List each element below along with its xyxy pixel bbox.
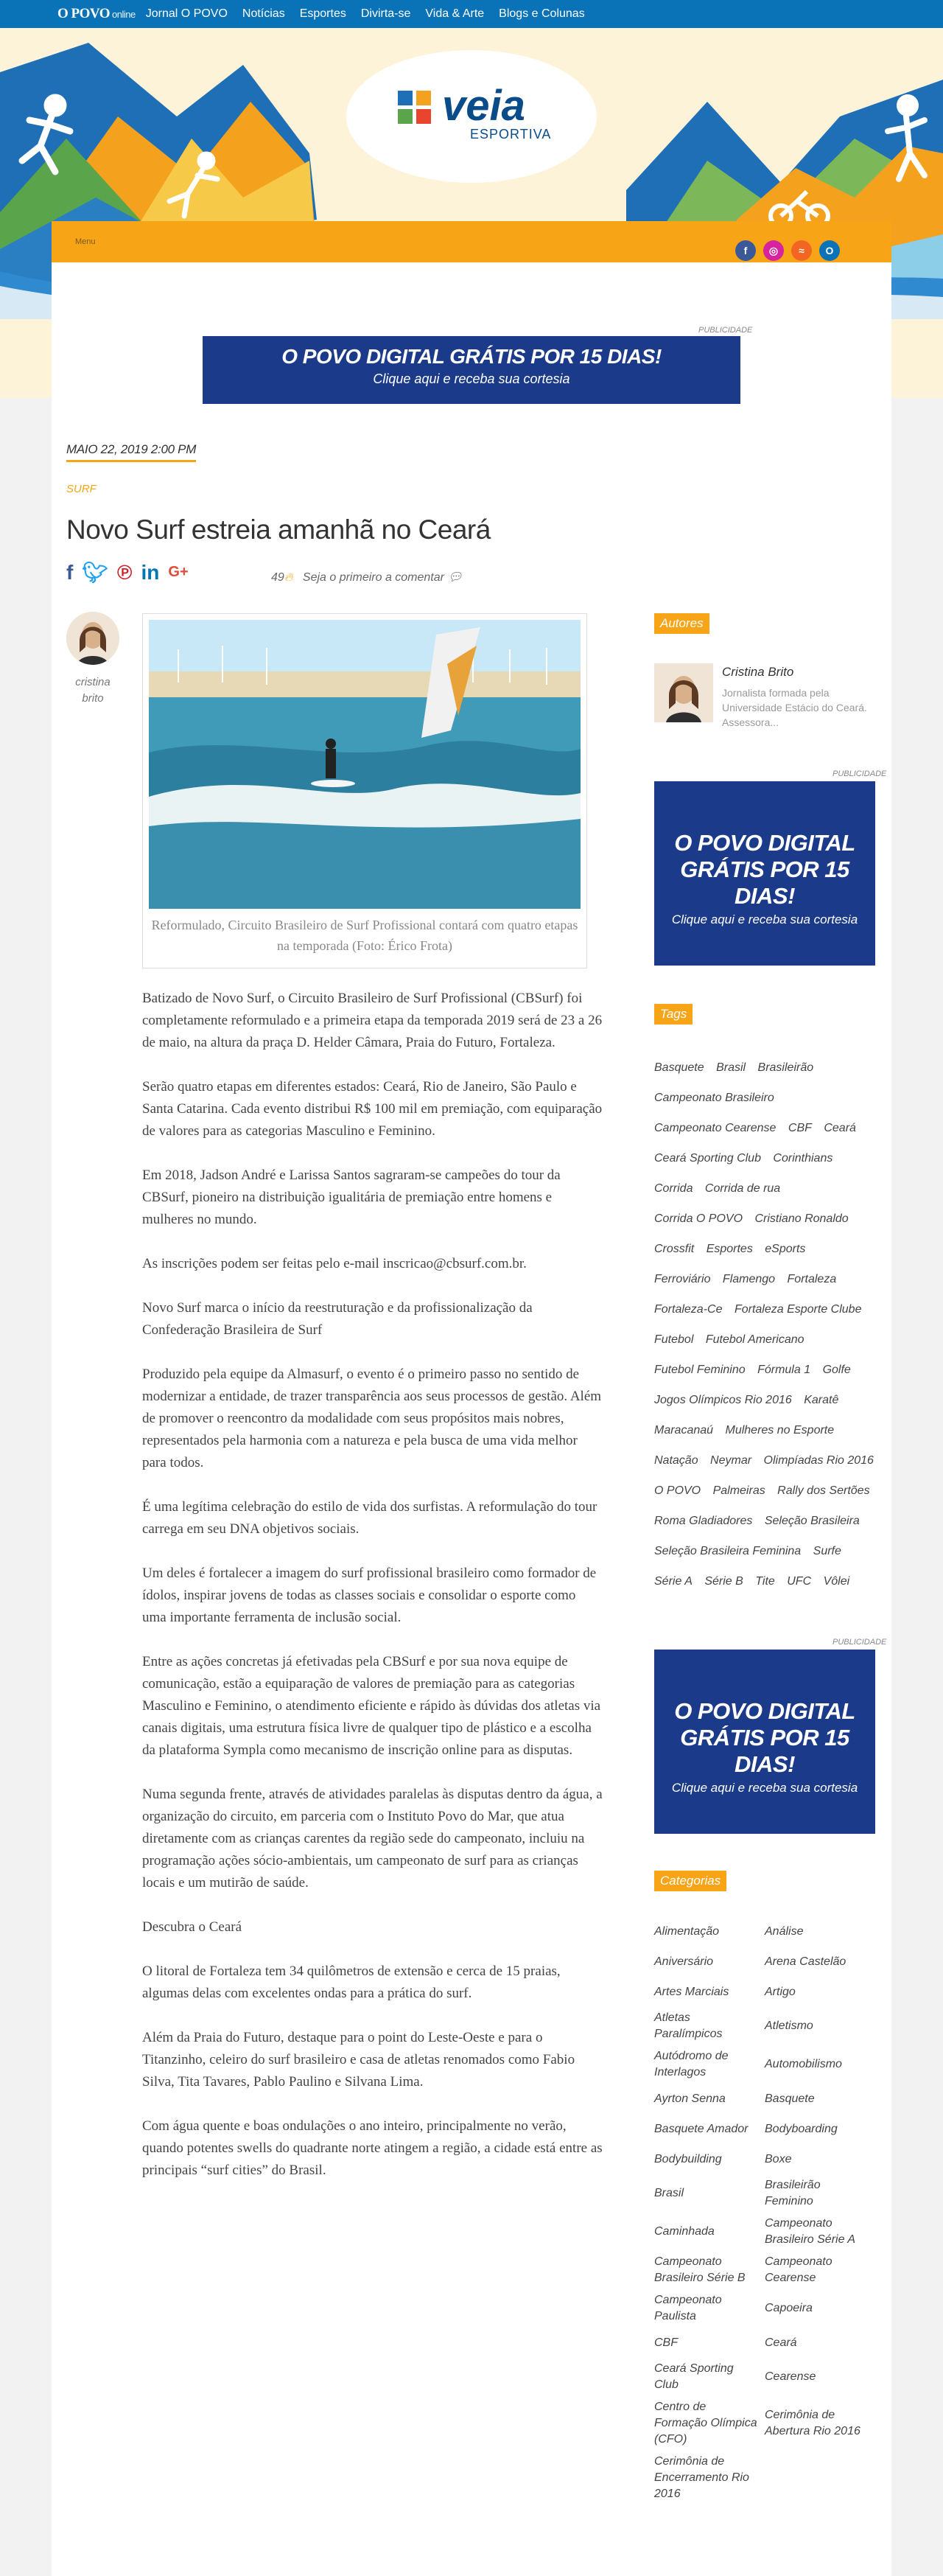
ad-side-line-a: O POVO DIGITAL [674,830,855,856]
author-name[interactable]: cristina brito [75,676,111,705]
article-subheading: Descubra o Ceará [142,1919,242,1935]
post-category[interactable]: SURF [66,483,97,495]
tag-link[interactable]: Corrida [654,1182,693,1195]
ad-side-subline: Clique aqui e receba sua cortesia [671,912,858,926]
tag-link[interactable]: Brasileirão [757,1061,814,1074]
pinterest-share-icon[interactable]: ℗ [116,560,133,584]
category-link[interactable]: Análise [765,1924,804,1938]
tag-link[interactable]: Ceará Sporting Club [654,1152,761,1165]
category-link[interactable]: Cearense [765,2370,816,2383]
category-link[interactable]: Atletas Paralímpicos [654,2011,723,2040]
category-link[interactable]: Campeonato Paulista [654,2294,722,2322]
header-social-links [735,240,840,261]
tag-link[interactable]: Flamengo [722,1273,776,1285]
category-link[interactable]: Autódromo de Interlagos [654,2050,729,2078]
article-paragraph: Produzido pela equipe da Almasurf, o evento é o primeiro passo no sentido de modernizar a entidade, de trazer transparência aos seus processos de gestão. Além de promover o reencontro da modalidade com seus propósitos mais nobres, representados pela harmonia com a natureza e pela busca de uma vida melhor para todos. [142,1366,602,1470]
article-paragraph: Serão quatro etapas em diferentes estados: Ceará, Rio de Janeiro, São Paulo e Santa Catarina. Cada evento distribui R$ 100 mil em premiação, com equiparação de valores para as categorias Masculino e Feminino. [142,1079,603,1139]
category-link[interactable]: Arena Castelão [765,1955,846,1968]
googleplus-share-icon[interactable]: G+ [168,564,189,580]
facebook-icon[interactable]: f [735,240,756,261]
ad-side-line-b: GRÁTIS POR 15 DIAS! [680,1725,849,1777]
tag-link[interactable]: Cristiano Ronaldo [754,1212,849,1225]
brand-name: veia [442,82,525,130]
tag-link[interactable]: Fortaleza Esporte Clube [734,1303,862,1316]
tag-link[interactable]: Ceará [824,1122,856,1134]
ad-side-subline: Clique aqui e receba sua cortesia [671,1781,858,1795]
article-paragraph: As inscrições podem ser feitas pelo e-mail inscricao@cbsurf.com.br. [142,1256,527,1271]
ad-label-top: PUBLICIDADE [698,326,753,335]
category-link[interactable]: Brasil [654,2187,684,2199]
tag-link[interactable]: Fortaleza-Ce [654,1303,723,1316]
tag-link[interactable]: Surfe [813,1545,841,1557]
category-link[interactable]: Aniversário [654,1955,714,1968]
category-link[interactable]: Bodybuilding [654,2152,722,2165]
nav-item-blogs[interactable]: Blogs e Colunas [499,7,585,20]
tag-link[interactable]: Olimpíadas Rio 2016 [763,1454,874,1467]
comment-icon: 💬︎ [447,571,463,584]
ad-label-side-1: PUBLICIDADE [832,769,887,778]
tag-link[interactable]: CBF [788,1122,812,1134]
article-paragraph: Batizado de Novo Surf, o Circuito Brasileiro de Surf Profissional (CBSurf) foi completamente reformulado e a primeira etapa da temporada 2019 será de 23 a 26 de maio, na altura da praça D. Helder Câmara, Praia do Futuro, Fortaleza. [142,991,603,1050]
post-meta [271,570,463,584]
category-link[interactable]: CBF [654,2336,678,2349]
facebook-share-icon[interactable]: f [66,560,74,584]
tag-link[interactable]: Vôlei [823,1575,850,1588]
twitter-share-icon[interactable]: 🐦︎ [82,561,108,584]
tag-link[interactable]: Jogos Olímpicos Rio 2016 [654,1394,792,1406]
tag-link[interactable]: Tite [755,1575,775,1588]
tag-link[interactable]: UFC [787,1575,812,1588]
nav-item-jornal[interactable]: Jornal O POVO [145,7,228,20]
ad-subline: Clique aqui e receba sua cortesia [373,371,570,386]
tag-link[interactable]: Seleção Brasileira [764,1515,860,1527]
share-buttons [66,560,189,584]
tag-link[interactable]: Ferroviário [654,1273,711,1285]
article-paragraph: É uma legítima celebração do estilo de vida dos surfistas. A reformulação do tour carrega em seu DNA objetivos sociais. [142,1499,597,1537]
category-link[interactable]: Artes Marciais [654,1985,729,1998]
category-link[interactable]: Atletismo [765,2020,813,2032]
sidebar-author-name[interactable]: Cristina Brito [722,665,794,679]
ad-side-2[interactable] [654,1650,875,1834]
tag-link[interactable]: Crossfit [654,1243,695,1255]
category-link[interactable]: Ceará [765,2336,797,2349]
tag-link[interactable]: eSports [765,1243,806,1255]
comment-link[interactable]: Seja o primeiro a comentar [302,571,444,584]
article-paragraph: Com água quente e boas ondulações o ano inteiro, principalmente no verão, quando potentes swells do quadrante norte atingem a região, a cidade está entre as principais “surf cities” do Brasil. [142,2118,603,2178]
category-link[interactable]: Campeonato Brasileiro Série A [765,2217,856,2246]
ad-side-1[interactable] [654,781,875,966]
article-body [142,988,603,2204]
category-link[interactable]: Brasileirão Feminino [765,2179,821,2207]
tag-link[interactable]: Seleção Brasileira Feminina [654,1545,802,1557]
category-link[interactable]: Centro de Formação Olímpica (CFO) [654,2401,757,2446]
category-link[interactable]: Basquete [765,2092,815,2105]
menu-toggle[interactable]: Menu [75,237,96,246]
tag-link[interactable]: Karatê [804,1394,839,1406]
tag-link[interactable]: Brasil [716,1061,746,1074]
tag-link[interactable]: Fortaleza [787,1273,837,1285]
linkedin-share-icon[interactable]: in [141,560,160,584]
authors-heading: Autores [654,613,709,634]
tag-link[interactable]: Campeonato Cearense [654,1122,777,1134]
rss-icon[interactable]: ≈ [791,240,812,261]
tag-link[interactable]: Série A [654,1575,693,1588]
article-paragraph: Em 2018, Jadson André e Larissa Santos sagraram-se campeões do tour da CBSurf, pioneiro na distribuição igualitária de premiação entre homens e mulheres no mundo. [142,1167,561,1227]
tag-link[interactable]: Corrida O POVO [654,1212,743,1225]
featured-figure [142,613,587,968]
article-paragraph: Um deles é fortalecer a imagem do surf profissional brasileiro como formador de ídolos, inspirar jovens de todas as classes sociais e consolidar o esporte como uma importante ferramenta de inclusão social. [142,1566,597,1625]
category-link[interactable]: Caminhada [654,2225,715,2238]
photo-caption: Reformulado, Circuito Brasileiro de Surf Profissional contará com quatro etapas na temporada (Foto: Érico Frota) [151,918,578,953]
tag-link[interactable]: O POVO [654,1484,701,1497]
sidebar-author-bio: Jornalista formada pela Universidade Estácio do Ceará. Assessora... [722,687,867,728]
tags-heading: Tags [654,1004,693,1025]
nav-item-vida-arte[interactable]: Vida & Arte [425,7,485,20]
category-link[interactable]: Campeonato Cearense [765,2255,832,2284]
tag-link[interactable]: Série B [704,1575,743,1588]
category-link[interactable]: Alimentação [654,1924,720,1938]
tag-link[interactable]: Esportes [706,1243,753,1255]
ad-side-line-a: O POVO DIGITAL [674,1698,855,1724]
category-link[interactable]: Ceará Sporting Club [654,2362,734,2391]
tag-link[interactable]: Campeonato Brasileiro [654,1092,774,1104]
tag-cloud [654,1053,883,1596]
tag-link[interactable]: Rally dos Sertões [777,1484,870,1497]
post-title: Novo Surf estreia amanhã no Ceará [66,514,491,545]
category-link[interactable]: Campeonato Brasileiro Série B [654,2255,746,2284]
article-paragraph: Além da Praia do Futuro, destaque para o point do Leste-Oeste e para o Titanzinho, celeiro do surf brasileiro e casa de atletas renomados como Fabio Silva, Tita Tavares, Pablo Paulino e Silvana Lima. [142,2030,575,2090]
brand-sub: ESPORTIVA [470,127,552,142]
article-paragraph: Numa segunda frente, através de atividades paralelas às disputas dentro da água, a organização do circuito, em parceria com o Instituto Povo do Mar, que atua diretamente com as crianças carentes da região sede do campeonato, incluiu na programação ações sócio-ambientais, um campeonato de surf para as crianças locais e um mutirão de saúde. [142,1787,603,1891]
category-link[interactable]: Basquete Amador [654,2122,749,2135]
opovo-logo[interactable]: O POVO online [57,6,136,21]
nav-item-divirta-se[interactable]: Divirta-se [360,7,411,20]
category-list [654,1916,883,2505]
tag-link[interactable]: Mulheres no Esporte [725,1424,835,1437]
ad-label-side-2: PUBLICIDADE [832,1638,887,1647]
category-link[interactable]: Bodyboarding [765,2122,838,2135]
view-count: 49 [271,571,284,584]
featured-photo [149,620,581,909]
ad-side-line-b: GRÁTIS POR 15 DIAS! [680,856,849,909]
article-paragraph: Novo Surf marca o início da reestruturação e da profissionalização da Confederação Brasileira de Surf [142,1300,533,1338]
categories-heading: Categorias [654,1871,726,1891]
tag-link[interactable]: Maracanaú [654,1424,714,1437]
opovo-icon[interactable]: O [819,240,840,261]
ad-headline: O POVO DIGITAL GRÁTIS POR 15 DIAS! [281,345,662,368]
author-avatar[interactable] [66,612,119,665]
category-link[interactable]: Boxe [765,2152,792,2165]
tag-link[interactable]: Neymar [710,1454,752,1467]
tag-link[interactable]: Basquete [654,1061,704,1074]
tag-link[interactable]: Futebol Americano [705,1333,804,1346]
ad-banner-top[interactable] [203,336,740,404]
tag-link[interactable]: Roma Gladiadores [654,1515,753,1527]
article-paragraph: Entre as ações concretas já efetivadas pela CBSurf e por sua nova equipe de comunicação, estão a equiparação de valores de premiação para as categorias Masculino e Feminino, o atendimento eficiente e rápido às dúvidas dos atletas via canais digitais, uma estrutura física livre de qualquer tipo de plástico e a escolha da plataforma Sympla como mecanismo de inscrição online para as disputas. [142,1654,601,1758]
tag-link[interactable]: Fórmula 1 [757,1364,811,1376]
post-date: MAIO 22, 2019 2:00 PM [66,442,196,462]
category-link[interactable]: Ayrton Senna [654,2092,726,2105]
tag-link[interactable]: Futebol [654,1333,694,1346]
article-paragraph: O litoral de Fortaleza tem 34 quilômetros de extensão e cerca de 15 praias, algumas delas com excelentes ondas para a prática do surf. [142,1964,561,2001]
instagram-icon[interactable]: ◎ [763,240,784,261]
sidebar-author-photo[interactable] [654,663,713,722]
tag-link[interactable]: Golfe [822,1364,851,1376]
tag-link[interactable]: Corinthians [773,1152,833,1165]
category-link[interactable]: Cerimônia de Abertura Rio 2016 [765,2409,860,2437]
tag-link[interactable]: Futebol Feminino [654,1364,746,1376]
category-link[interactable]: Automobilismo [765,2058,842,2070]
nav-item-noticias[interactable]: Notícias [242,7,285,20]
category-link[interactable]: Artigo [765,1985,796,1998]
category-link[interactable]: Capoeira [765,2302,813,2314]
category-link[interactable]: Cerimônia de Encerramento Rio 2016 [654,2455,749,2500]
nav-item-esportes[interactable]: Esportes [299,7,346,20]
tag-link[interactable]: Palmeiras [712,1484,765,1497]
fire-icon: 🔥︎ [284,571,293,584]
top-navigation [0,0,943,28]
tag-link[interactable]: Natação [654,1454,698,1467]
tag-link[interactable]: Corrida de rua [704,1182,781,1195]
